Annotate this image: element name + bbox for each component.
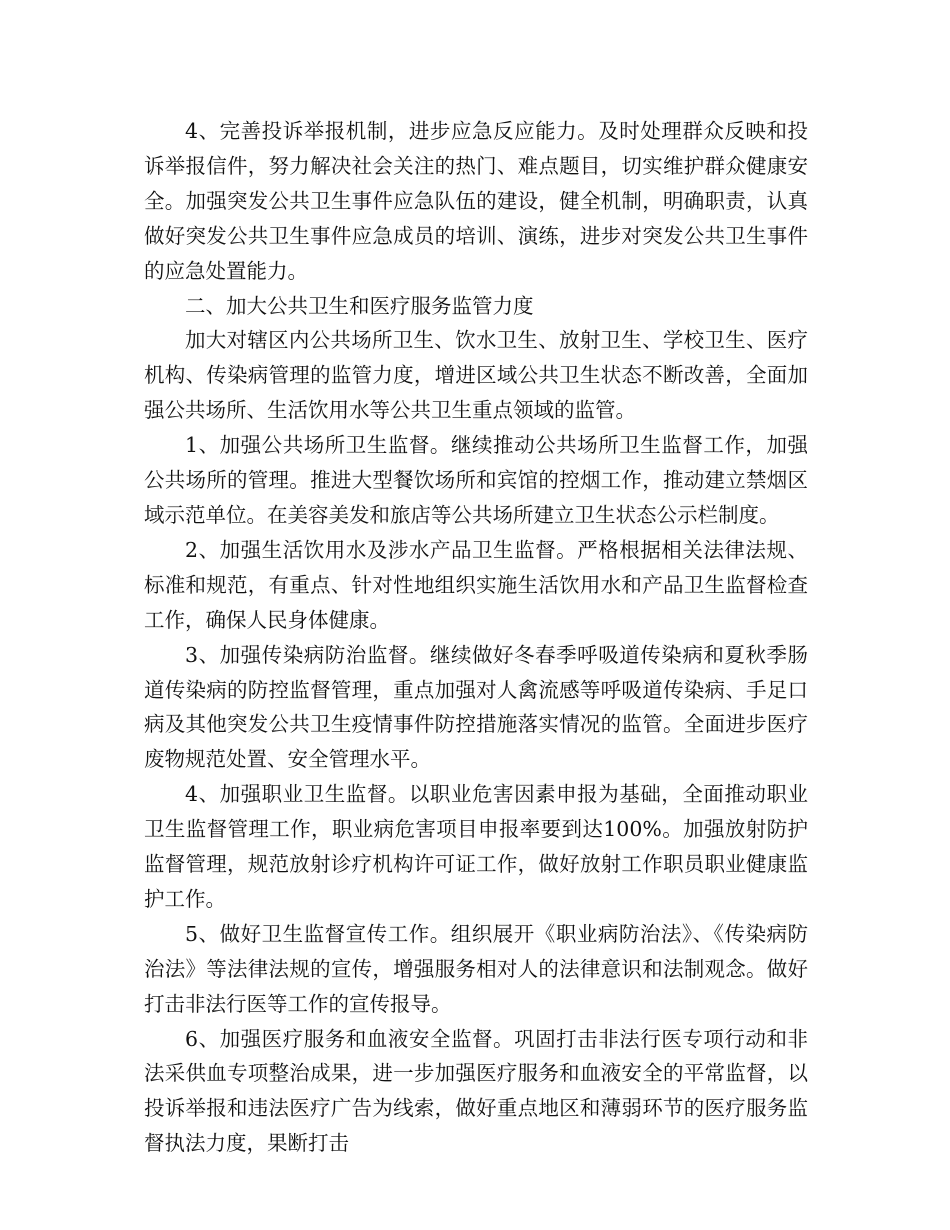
paragraph-complaint-mechanism: 4、完善投诉举报机制，进步应急反应能力。及时处理群众反映和投诉举报信件，努力解决社会关注的热门、难点题目，切实维护群众健康安全。加强突发公共卫生事件应急队伍的建设，健全机制，明确职责，认真做好突发公共卫生事件应急成员的培训、演练，进步对突发公共卫生事件的应急处置能力。	[144, 119, 808, 283]
document-body	[144, 114, 808, 1161]
section-heading-supervision: 二、加大公共卫生和医疗服务监管力度	[185, 293, 534, 318]
paragraph-infectious-disease: 3、加强传染病防治监督。继续做好冬春季呼吸道传染病和夏秋季肠道传染病的防控监督管理，重点加强对人禽流感等呼吸道传染病、手足口病及其他突发公共卫生疫情事件防控措施落实情况的监管。全面进步医疗废物规范处置、安全管理水平。	[144, 642, 808, 772]
paragraph-supervision-intro: 加大对辖区内公共场所卫生、饮水卫生、放射卫生、学校卫生、医疗机构、传染病管理的监管力度，增进区域公共卫生状态不断改善，全面加强公共场所、生活饮用水等公共卫生重点领域的监管。	[144, 328, 808, 423]
paragraph-medical-blood-safety: 6、加强医疗服务和血液安全监督。巩固打击非法行医专项行动和非法采供血专项整治成果，进一步加强医疗服务和血液安全的平常监督，以投诉举报和违法医疗广告为线索，做好重点地区和薄弱环节的医疗服务监督执法力度，果断打击	[144, 1026, 808, 1156]
paragraph-drinking-water: 2、加强生活饮用水及涉水产品卫生监督。严格根据相关法律法规、标准和规范，有重点、针对性地组织实施生活饮用水和产品卫生监督检查工作，确保人民身体健康。	[144, 537, 808, 632]
paragraph-public-places: 1、加强公共场所卫生监督。继续推动公共场所卫生监督工作，加强公共场所的管理。推进大型餐饮场所和宾馆的控烟工作，推动建立禁烟区域示范单位。在美容美发和旅店等公共场所建立卫生状态公示栏制度。	[144, 433, 808, 527]
paragraph-occupational-health: 4、加强职业卫生监督。以职业危害因素申报为基础，全面推动职业卫生监督管理工作，职业病危害项目申报率要到达100%。加强放射防护监督管理，规范放射诊疗机构许可证工作，做好放射工作职员职业健康监护工作。	[144, 782, 808, 911]
paragraph-publicity: 5、做好卫生监督宣传工作。组织展开《职业病防治法》、《传染病防治法》等法律法规的宣传，增强服务相对人的法律意识和法制观念。做好打击非法行医等工作的宣传报导。	[144, 921, 808, 1016]
